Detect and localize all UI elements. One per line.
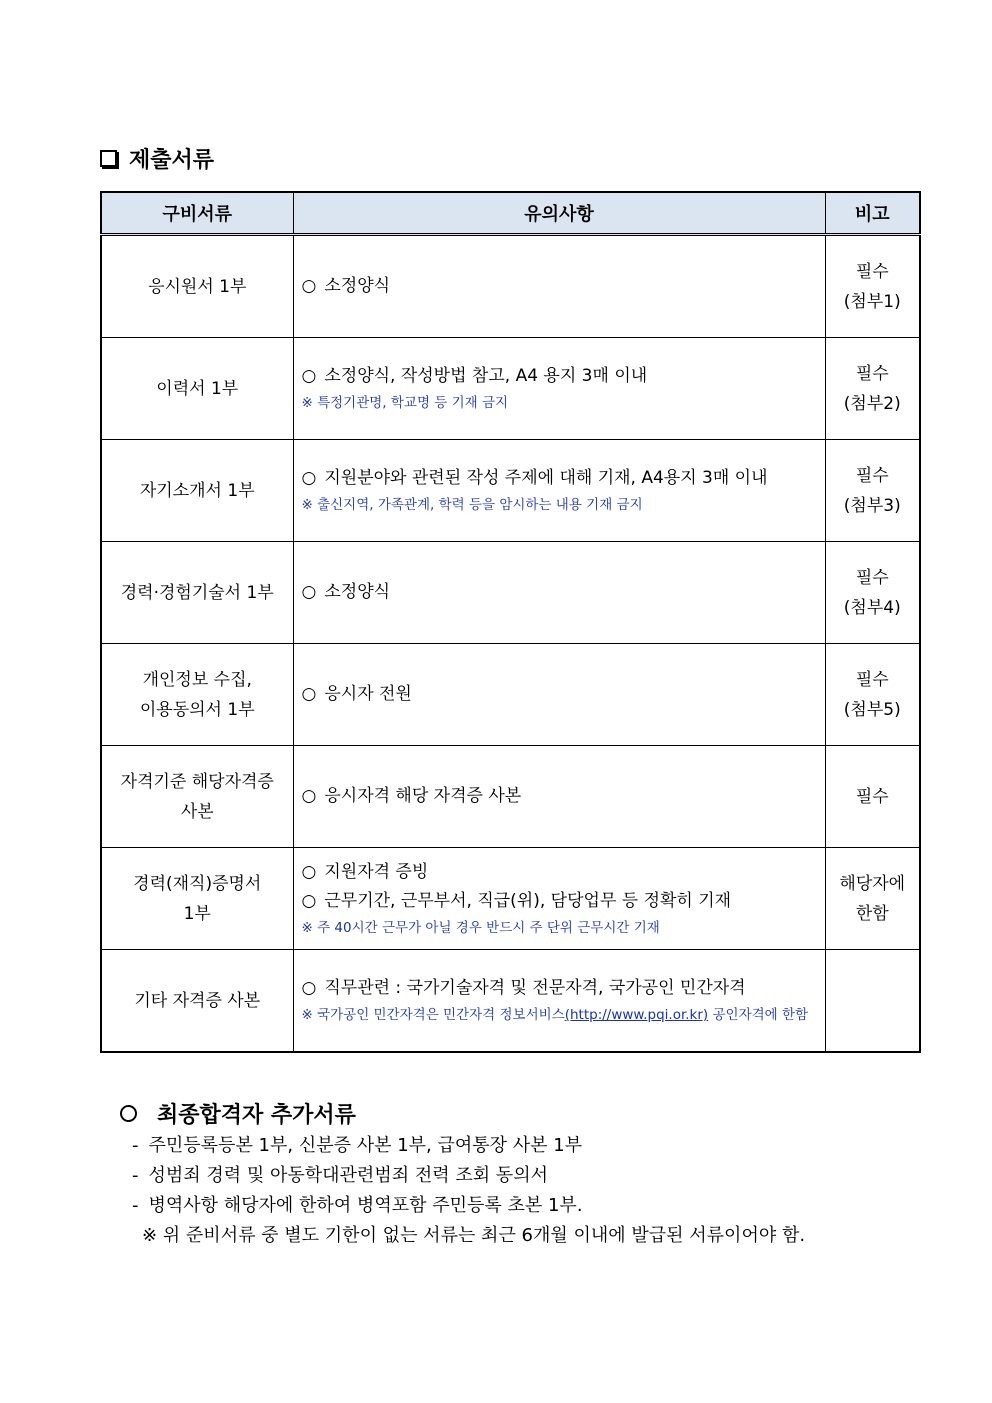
circle-bullet-icon: ○ [301,276,317,296]
remark-line: 필수 [855,261,889,282]
table-row [101,338,920,440]
table-header-row [101,192,920,235]
document-name-line: 1부 [183,903,211,924]
remark-cell [825,542,920,644]
final-docs-title-text: 최종합격자 추가서류 [157,1102,356,1128]
note-text: 응시자 전원 [324,684,412,704]
remark-cell [825,644,920,746]
note-line [302,362,825,391]
notes-cell [293,542,825,644]
circle-bullet-icon: ○ [301,890,317,911]
note-line [302,974,825,1003]
checkbox-square-icon [100,150,117,167]
final-docs-title [120,1095,805,1131]
circle-bullet-icon [120,1105,137,1122]
note-text: 지원분야와 관련된 작성 주제에 대해 기재, A4용지 3매 이내 [324,468,768,488]
remark-cell [825,950,920,1053]
note-text: 지원자격 증빙 [324,861,429,882]
note-text: 소정양식, 작성방법 참고, A4 용지 3매 이내 [324,366,648,386]
document-name-cell [101,338,293,440]
url-link: (http://www.pqi.or.kr) [564,1007,709,1023]
note-line [302,782,825,811]
remark-cell [825,440,920,542]
note-text: 근무기간, 근무부서, 직급(위), 담당업무 등 정확히 기재 [324,890,732,911]
document-name-cell [101,542,293,644]
header-documents: 구비서류 [101,192,293,235]
note-line [302,858,825,887]
table-row [101,235,920,338]
remark-line: 필수 [855,669,889,690]
final-docs-item: - 주민등록등본 1부, 신분증 사본 1부, 급여통장 사본 1부 [132,1135,583,1156]
remark-line: 필수 [855,567,889,588]
circle-bullet-icon: ○ [301,366,317,386]
document-name-line: 응시원서 1부 [148,276,247,297]
final-docs-item-text: 성범죄 경력 및 아동학대관련범죄 전력 조회 동의서 [148,1165,548,1186]
document-name-cell [101,644,293,746]
circle-bullet-icon: ○ [301,786,317,806]
header-remarks: 비고 [825,192,920,235]
circle-bullet-icon: ○ [301,978,317,998]
remark-cell [825,235,920,338]
notes-cell [293,235,825,338]
circle-bullet-icon: ○ [301,468,317,488]
document-name-line: 경력(재직)증명서 [133,873,262,894]
remark-line: (첨부5) [843,699,901,720]
table-row [101,542,920,644]
table-row [101,848,920,950]
note-line [302,578,825,607]
circle-bullet-icon: ○ [301,861,317,882]
final-docs-item-text: 주민등록등본 1부, 신분증 사본 1부, 급여통장 사본 1부 [148,1135,583,1156]
note-text: 소정양식 [324,582,391,602]
notes-cell [293,338,825,440]
document-name-line: 경력·경험기술서 1부 [120,582,274,603]
notes-cell [293,848,825,950]
final-docs-section [120,1095,805,1251]
document-name-line: 이력서 1부 [156,378,239,399]
remark-line: (첨부3) [843,495,901,516]
document-name-cell [101,746,293,848]
remark-cell [825,848,920,950]
remark-line: (첨부2) [843,393,901,414]
remark-line: 한함 [855,903,889,924]
remark-line: 해당자에 [839,873,906,894]
note-line [302,887,825,916]
final-docs-item: - 성범죄 경력 및 아동학대관련범죄 전력 조회 동의서 [132,1165,548,1186]
note-line [302,464,825,493]
notes-cell [293,746,825,848]
note-subnote: ※ 특정기관명, 학교명 등 기재 금지 [301,395,509,411]
document-name-cell [101,235,293,338]
document-name-line: 사본 [180,801,214,822]
remark-line: (첨부4) [843,597,901,618]
note-subnote: ※ 주 40시간 근무가 아닐 경우 반드시 주 단위 근무시간 기재 [301,919,660,936]
final-docs-item: - 병역사항 해당자에 한하여 병역포함 주민등록 초본 1부. [132,1195,583,1216]
document-name-line: 기타 자격증 사본 [134,990,261,1011]
circle-bullet-icon: ○ [301,684,317,704]
table-row [101,644,920,746]
table-row [101,950,920,1053]
notes-cell [293,950,825,1053]
note-line [302,272,825,301]
header-notes: 유의사항 [293,192,825,235]
table-row [101,440,920,542]
notes-cell [293,440,825,542]
document-name-line: 이용동의서 1부 [139,699,255,720]
document-name-cell [101,950,293,1053]
circle-bullet-icon: ○ [301,582,317,602]
section-title-text: 제출서류 [129,147,215,173]
note-line [302,680,825,709]
remark-cell [825,338,920,440]
notes-cell [293,644,825,746]
document-name-cell [101,440,293,542]
document-name-cell [101,848,293,950]
remark-line: (첨부1) [843,291,901,312]
documents-table [100,191,921,1053]
final-docs-item-text: 병역사항 해당자에 한하여 병역포함 주민등록 초본 1부. [148,1195,583,1216]
note-subnote: ※ 출신지역, 가족관계, 학력 등을 암시하는 내용 기재 금지 [301,497,643,513]
note-text: 응시자격 해당 자격증 사본 [324,786,522,806]
remark-line: 필수 [855,363,889,384]
table-row [101,746,920,848]
note-subnote: ※ 국가공인 민간자격은 민간자격 정보서비스(http://www.pqi.or.kr) 공인자격에 한함 [301,1007,809,1023]
remark-cell [825,746,920,848]
note-text: 직무관련 : 국가기술자격 및 전문자격, 국가공인 민간자격 [324,978,746,998]
note-text: 소정양식 [324,276,391,296]
document-name-line: 개인정보 수집, [142,669,252,690]
document-name-line: 자기소개서 1부 [139,480,255,501]
section-title [100,142,214,174]
remark-line: 필수 [855,465,889,486]
final-docs-note: ※ 위 준비서류 중 별도 기한이 없는 서류는 최근 6개월 이내에 발급된 서류이어야 함. [142,1225,806,1246]
document-name-line: 자격기준 해당자격증 [120,771,274,792]
remark-line: 필수 [855,786,889,807]
